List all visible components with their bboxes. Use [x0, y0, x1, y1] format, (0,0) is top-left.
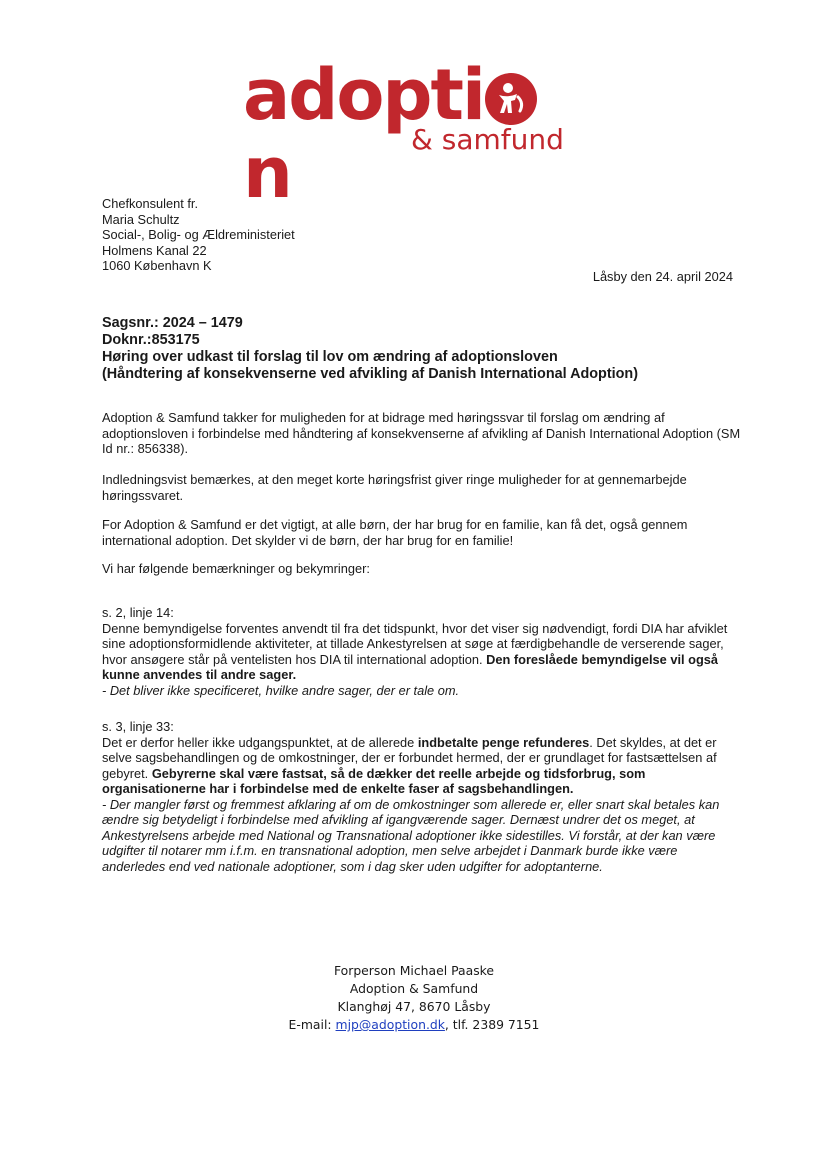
signatory-name: Forperson Michael Paaske [333, 963, 495, 978]
recipient-ministry: Social-, Bolig- og Ældreministeriet [102, 227, 295, 242]
paragraph-intro: Adoption & Samfund takker for muligheden for at bidrage med høringssvar til forslag om ændring af adoptionsloven i forbindelse med håndtering af konsekvenserne af afvikling af Danish International Adoption (SM Id nr.: 856338). [102, 410, 741, 456]
recipient-title: Chefkonsulent fr. [102, 196, 199, 211]
letter-date: Låsby den 24. april 2024 [592, 269, 733, 284]
remark-2-bold-b: Gebyrerne skal være fastsat, så de dækker det reelle arbejde og tidsforbrug, som organisationerne har i forbindelse med de enkelte faser af sagsbehandlingen. [102, 765, 646, 796]
remark-1-text [102, 621, 742, 683]
remark-1-comment: - Det bliver ikke specificeret, hvilke andre sager, der er tale om. [102, 682, 460, 698]
child-in-circle-icon [485, 73, 537, 125]
recipient-address [102, 196, 502, 274]
signature-block [200, 962, 628, 1034]
heading-title-line2: (Håndtering af konsekvenserne ved afvikling af Danish International Adoption) [102, 366, 639, 382]
remark-2-quote-a: Det er derfor heller ikke udgangspunktet, at de allerede [102, 734, 415, 750]
remark-1-bold: Den foreslåede bemyndigelse vil også kunne anvendes til andre sager. [102, 651, 718, 682]
remark-2-reference: s. 3, linje 33: [102, 719, 174, 734]
recipient-street: Holmens Kanal 22 [102, 242, 207, 258]
remark-2-bold-a: indbetalte penge refunderes [417, 734, 590, 750]
remark-2-text [102, 735, 742, 797]
paragraph-importance: For Adoption & Samfund er det vigtigt, at alle børn, der har brug for en familie, kan få det, også gennem international adoption. Det skylder vi de børn, der har brug for en familie! [102, 517, 688, 548]
recipient-city: 1060 København K [102, 258, 212, 273]
logo-word-start: adopti [243, 54, 484, 136]
document-number: Doknr.:853175 [102, 332, 200, 348]
logo-word-end: n [243, 132, 291, 214]
signatory-org: Adoption & Samfund [349, 981, 479, 996]
email-label: E-mail: [288, 1017, 332, 1032]
paragraph-deadline: Indledningsvist bemærkes, at den meget korte høringsfrist giver ringe muligheder for at gennemarbejde høringssvaret. [102, 472, 687, 503]
logo [243, 54, 583, 214]
remark-1-reference: s. 2, linje 14: [102, 605, 174, 620]
phone-text: , tlf. 2389 7151 [444, 1017, 540, 1032]
heading-title-line1: Høring over udkast til forslag til lov om ændring af adoptionsloven [102, 349, 558, 365]
remark-section-2 [102, 719, 742, 874]
remark-2-comment: - Der mangler først og fremmest afklaring af om de omkostninger som allerede er, eller snart skal betales kan ændre sig betydeligt i forbindelse med afvikling af igangværende sager. Dernæst undrer det os meget, at Ankestyrelsens arbejde med National og Transnational adoptioner ikke sidestilles. Vi forstår, at der kan være udgifter til notarer mm i.f.m. en transnational adoption, men selve arbejdet i Danmark burde ikke være anderledes end ved nationale adoptioner, som i dag sker uden udgifter for adoptanterne. [102, 796, 720, 874]
remark-section-1 [102, 605, 742, 698]
remark-1-quote: Denne bemyndigelse forventes anvendt til fra det tidspunkt, hvor det viser sig nødvendigt, fordi DIA har afviklet sine adoptionsformidlende aktiviteter, at tillade Ankestyrelsen at søge at færdigbehandle de verserende sager, hvor ansøgere står på ventelisten hos DIA til international adoption. [102, 620, 728, 667]
case-number: Sagsnr.: 2024 – 1479 [102, 315, 243, 331]
signatory-address: Klanghøj 47, 8670 Låsby [337, 999, 491, 1014]
recipient-name: Maria Schultz [102, 211, 180, 227]
email-link[interactable]: mjp@adoption.dk [335, 1017, 445, 1032]
letter-heading [102, 315, 762, 383]
contact-line [200, 1016, 628, 1034]
logo-subtitle: & samfund [411, 123, 564, 156]
remark-2-quote-b: . Det skyldes, at det er selve sagsbehandlingen og de omkostninger, der er forbundet hermed, der er grundlaget for fastsættelsen af gebyret. [102, 734, 717, 781]
paragraph-remarks-intro: Vi har følgende bemærkninger og bekymringer: [102, 561, 370, 576]
